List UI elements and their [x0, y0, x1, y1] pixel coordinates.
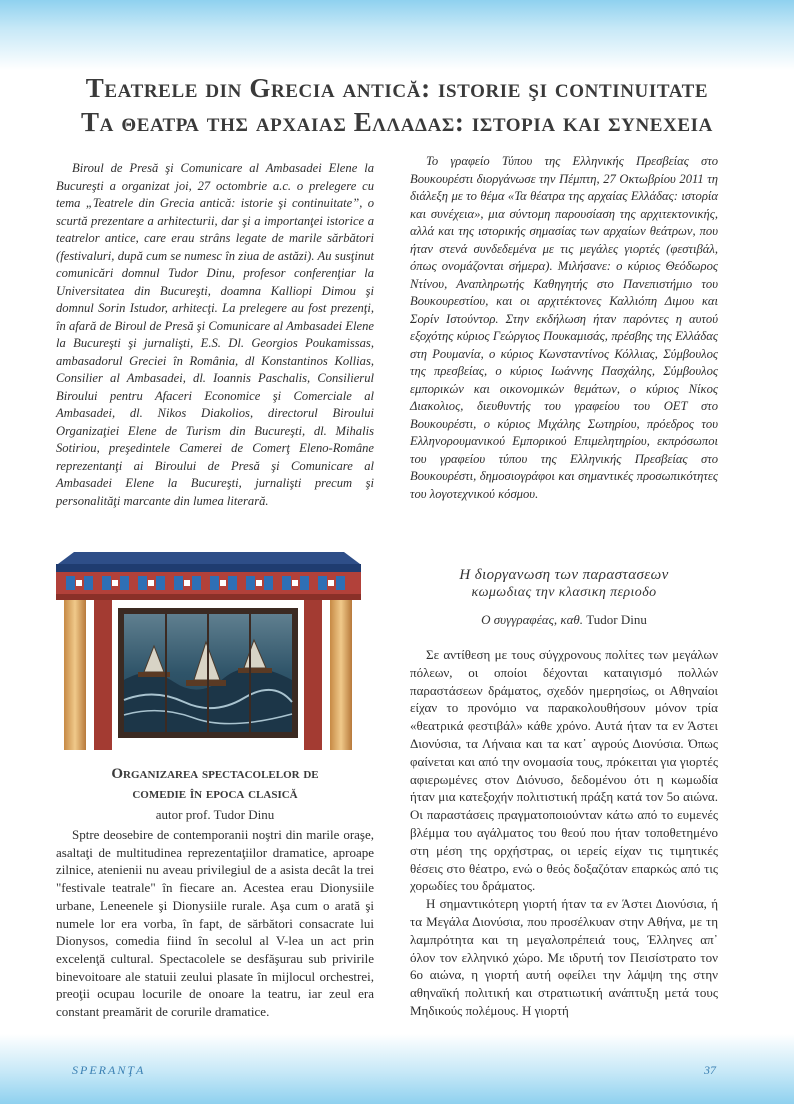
intro-greek — [410, 153, 718, 503]
author-greek-name: Tudor Dinu — [586, 612, 647, 627]
section-heading-greek-line1: Η διοργανωση των παραστασεων — [459, 567, 669, 583]
theatre-stage-image — [54, 550, 363, 750]
article-romanian-text: Sptre deosebire de contemporanii noştri din marile oraşe, asaltaţi de multitudinea reprezentaţiilor dramatice, aproape zilnice, atenienii nu aveau privilegiul de a asista decât la trei "festivale teatrale" în fiecare an. Acestea erau Dionysiile urbane, Leneenele şi Dionysiile rurale. Aşa cum o arată şi numele lor era vorba, în fapt, de sărbători consacrate lui Dionysos, comedia fiind în secolul al V-lea un act prin excelenţă cultural. Spectacolele se desfăşurau sub privirile binevoitoare ale statuii zeului plasate în mijlocul orchestrei, preoţii ocupau locurile de onoare la teatru, iar zeul era constant preamărit de corurile dramatice. — [56, 827, 374, 1020]
author-greek — [410, 612, 718, 628]
article-greek-paragraph-1: Σε αντίθεση με τους σύγχρονους πολίτες των μεγάλων πόλεων, οι οποίοι δέχονται καταιγισμό πολλών παραστάσεων δράματος, σχεδόν ημερησίως, οι Αθηναίοι είχαν το προνόμιο να παρακολουθήσουν μόνον τρία «θεατρικά φεστιβάλ» κάθε χρόνο. Αυτά ήταν τα εν Άστει Διονύσια, τα Λήναια και τα κατ᾽ αγρούς Διονύσια. Όπως φαίνεται και από την ονομασία τους, πρόκειται για γιορτές αφιερωμένες στον Διόνυσο, δεδομένου ότι η κωμωδία ήταν μια κατεξοχήν πολιτιστική πράξη κατά τον 5ο αιώνα. Οι παραστάσεις πραγματοποιούνταν κάτω από το ευμενές βλέμμα του αγάλματος του θεού που ήταν τοποθετημένο στη μέση της ορχήστρας, οι ιερείς είχαν τις τιμητικές θέσεις στο θέατρο, ενώ ο θεός δοξαζόταν επαρκώς από τις χορωδίες του δράματος. — [410, 647, 718, 894]
article-romanian — [56, 826, 374, 1021]
intro-romanian-text: Biroul de Presă şi Comunicare al Ambasadei Elene la Bucureşti a organizat joi, 27 octombrie a.c. o prelegere cu tema „Teatrele din Grecia antică: istorie şi continuitate”, o scurtă prezentare a arhitecturii, dar şi a importanţei istorice a teatrelor antice, care erau strâns legate de marile sărbători (festivaluri, după cum se numesc în ziua de astăzi). Au susţinut comunicări domnul Tudor Dinu, profesor conferenţiar la Universitatea din Bucureşti, doamna Kalliopi Dimou şi domnul Sorin Istudor, arhitecţi. La prelegere au fost prezenţi, în afară de Biroul de Presă şi Comunicare al Ambasadei Elene la Bucureşti şi jurnalişti, E.S. Dl. Georgios Poukamissas, ambasadorul Greciei în România, dl Konstantinos Kollias, Consilier al Ambasadei, dl. Ioannis Paschalis, Consilierul Biroului pentru Afaceri Economice şi Comerciale al Ambasadei, dl. Nikos Diakolios, directorul Biroului Organizaţiei Elene de Turism din Bucureşti, dl. Mihalis Sotiriou, preşedintele Camerei de Comerţ Eleno-Române reprezentanţi ai Biroului de Presă şi Comunicare al Ambasadei Elene la Bucureşti, jurnalişti precum şi personalităţi marcante din lumea literară. — [56, 161, 374, 508]
top-color-band — [0, 0, 794, 70]
section-heading-romanian-line2: comedie în epoca clasică — [132, 786, 298, 802]
section-heading-greek-line2: κωμωδιας την κλασικη περιοδο — [471, 585, 657, 600]
author-greek-prefix: Ο συγγραφέας, καθ. — [481, 612, 584, 627]
page-title-greek: Τα θεατρα της αρχαιας Ελλαδας: ιστορια και συνεχεια — [81, 107, 713, 137]
page-number: 37 — [704, 1063, 716, 1077]
section-heading-greek — [410, 566, 718, 602]
intro-romanian — [56, 160, 374, 510]
section-heading-romanian-line1: Organizarea spectacolelor de — [111, 766, 319, 782]
section-heading-romanian — [56, 764, 374, 804]
article-greek — [410, 646, 718, 1020]
author-romanian: autor prof. Tudor Dinu — [155, 807, 275, 822]
page-title-romanian: Teatrele din Grecia antică: istorie şi continuitate — [85, 73, 709, 103]
intro-greek-text: Το γραφείο Τύπου της Ελληνικής Πρεσβείας στο Βουκουρέστι διοργάνωσε την Πέμπτη, 27 Οκτωβρίου 2011 τη διάλεξη με το θέμα «Τα θέατρα της αρχαίας Ελλάδας: ιστορία και συνέχεια», μια σύντομη παρουσίαση της αρχιτεκτονικής, αλλά και της ιστορικής σημασίας των αρχαίων θεάτρων, που ήταν στενά συνδεδεμένα με τις μεγάλες γιορτές (φεστιβάλ, όπως ονομάζονται σήμερα). Μιλήσανε: ο κύριος Θεόδωρος Ντίνου, Αναπληρωτής Καθηγητής στο Πανεπιστήμιο του Βουκουρεστίου, και οι αρχιτέκτονες Καλλιόπη Διμου και Σορίν Ιστούντορ. Στην εκδήλωση ήταν παρόντες η αυτού εξοχότης κύριος Γεώργιος Πουκαμισάς, πρέσβης της Ελλάδας στη Ρουμανία, ο κύριος Κωνσταντίνος Κόλλιας, Σύμβουλος της πρεσβείας, ο κύριος Ιωάννης Πασχάλης, Σύμβουλος εμπορικών και οικονομικών θεμάτων, ο κύριος Νίκος Διακολιος, διευθυντής του γραφείου του ΟΕΤ στο Βουκουρέστι, ο κύριος Μιχάλης Σωτηρίου, πρόεδρος του Ελληνορουμανικού Εμπορικού Επιμελητηρίου, εκπρόσωποι του γραφείου τύπου της Ελληνικής Πρεσβείας στο Βουκουρέστι, δημοσιογράφοι και σημαντικές προσωπικότητες του λογοτεχνικού κόσμου. — [410, 154, 718, 501]
theatre-illustration — [54, 550, 363, 750]
article-greek-paragraph-2: Η σημαντικότερη γιορτή ήταν τα εν Άστει Διονύσια, ή τα Μεγάλα Διονύσια, που προσέλκυαν στην Αθήνα, με τη λαμπρότητα και τη μεγαλοπρέπειά τους, Έλληνες απ᾽ όλον τον ελληνικό χώρο. Με ιδρυτή τον Πεισίστρατο τον 6ο αιώνα, η γιορτή αυτή οφείλει την λάμψη της στην αθηναϊκή πολιτική και στρατιωτική ανάπτυξη μετά τους Μηδικούς πολέμους. Η γιορτή — [410, 896, 718, 1018]
magazine-name: SPERANŢA — [72, 1063, 146, 1077]
